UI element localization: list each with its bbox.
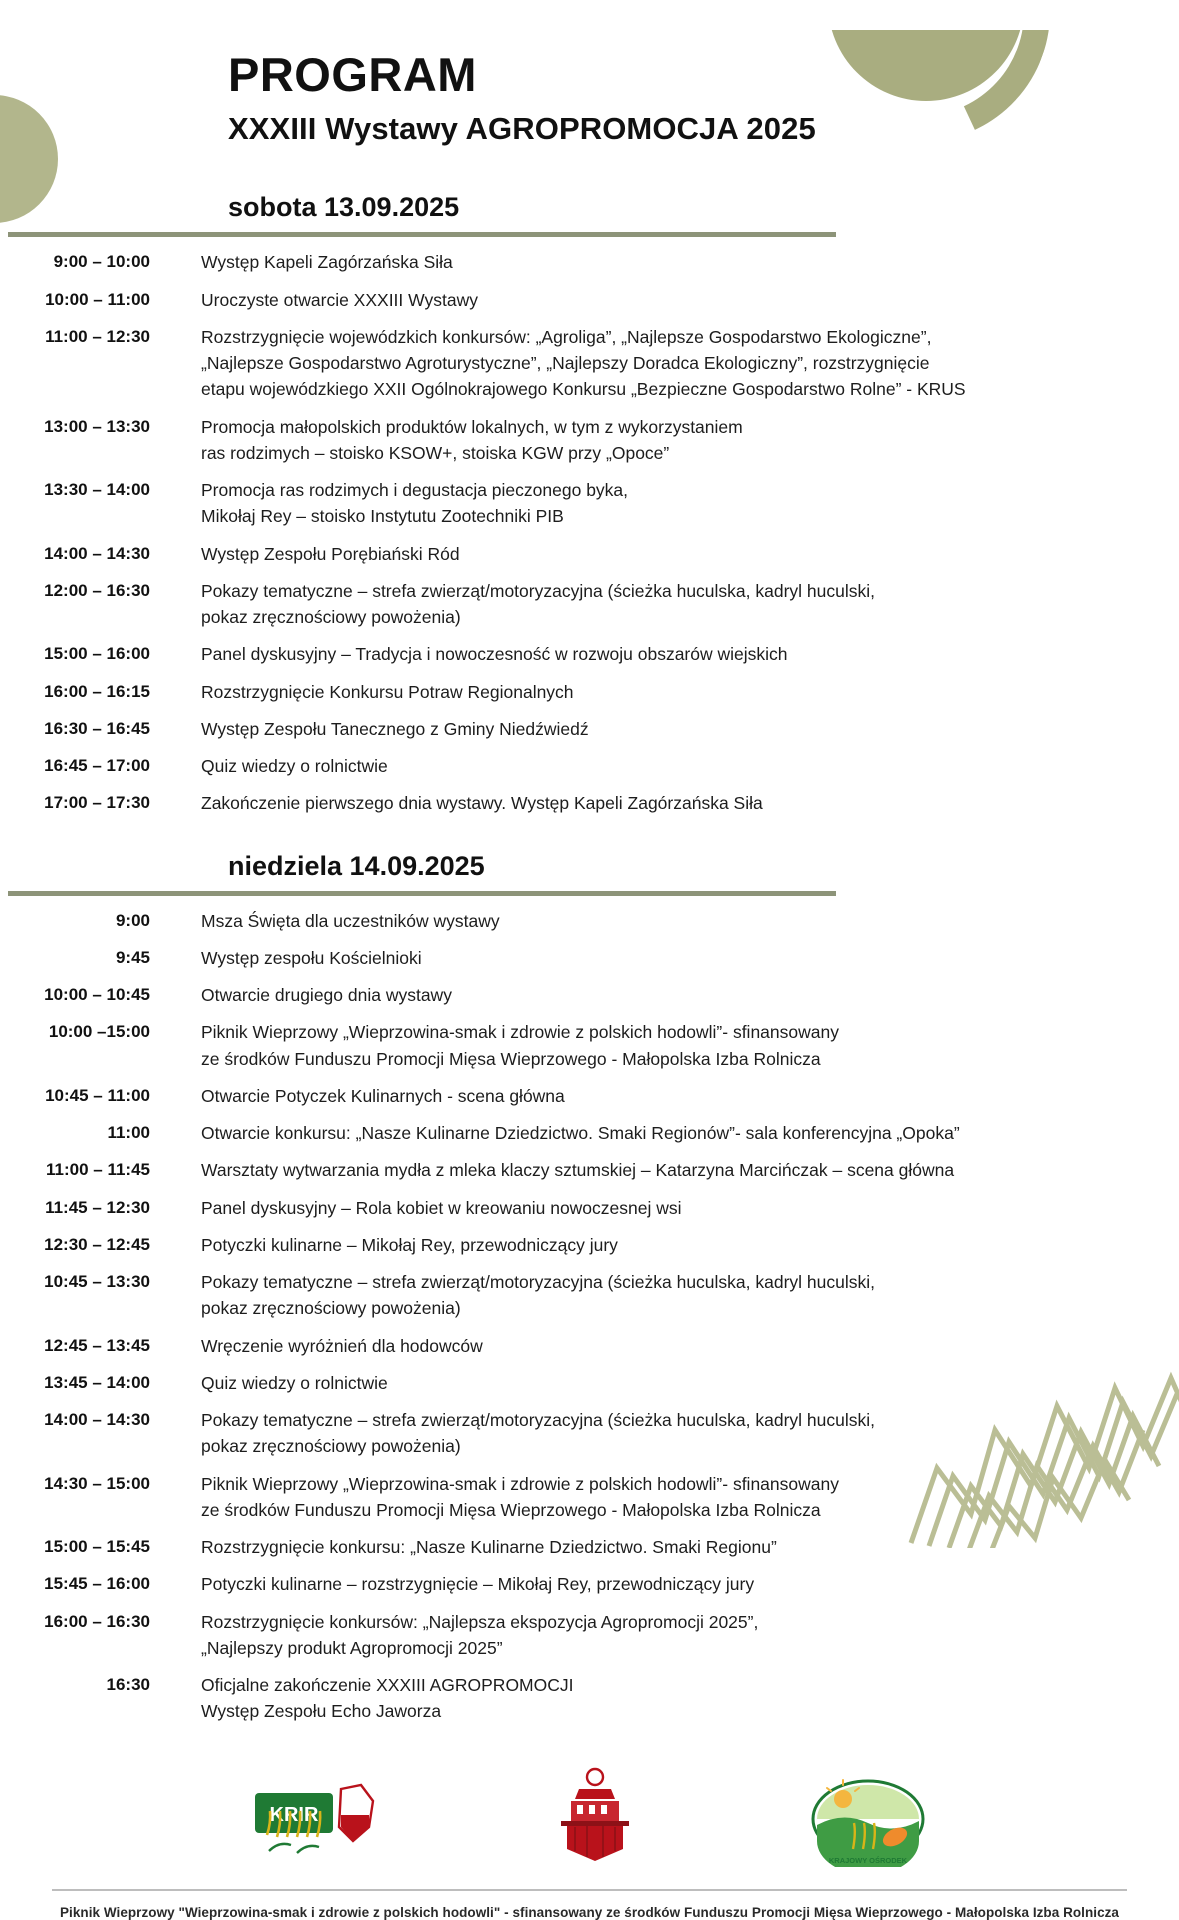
schedule-row	[0, 1083, 1179, 1109]
page-title: PROGRAM	[228, 48, 477, 101]
event-time: 12:30 – 12:45	[44, 1234, 150, 1254]
event-description	[150, 1571, 1179, 1597]
day-heading: sobota 13.09.2025	[228, 192, 460, 223]
event-time: 16:00 – 16:15	[44, 681, 150, 701]
event-description-line: Pokazy tematyczne – strefa zwierząt/motoryzacyjna (ścieżka huculska, kadryl huculski,	[201, 1272, 876, 1293]
event-time: 15:00 – 15:45	[44, 1537, 150, 1557]
event-description-line: Pokazy tematyczne – strefa zwierząt/motoryzacyjna (ścieżka huculska, kadryl huculski,	[201, 1410, 876, 1431]
event-time: 14:00 – 14:30	[44, 1410, 150, 1430]
event-time: 11:45 – 12:30	[45, 1197, 150, 1217]
schedule-row	[0, 679, 1179, 705]
schedule-row	[0, 324, 1179, 403]
schedule-row	[0, 1407, 1179, 1460]
event-time: 11:00 – 11:45	[46, 1160, 150, 1180]
svg-text:KRAJOWY OŚRODEK: KRAJOWY OŚRODEK	[828, 1855, 907, 1865]
event-time: 9:00	[115, 910, 150, 930]
schedule-row	[0, 1471, 1179, 1524]
event-description	[150, 1157, 1179, 1183]
event-description-line: Zakończenie pierwszego dnia wystawy. Występ Kapeli Zagórzańska Siła	[201, 793, 763, 814]
event-description-line: Panel dyskusyjny – Tradycja i nowoczesność w rozwoju obszarów wiejskich	[201, 644, 788, 665]
event-description-line: Piknik Wieprzowy „Wieprzowina-smak i zdrowie z polskich hodowli”- sfinansowany	[201, 1473, 839, 1494]
event-description-line: etapu wojewódzkiego XXII Ogólnokrajowego Konkursu „Bezpieczne Gospodarstwo Rolne” - KRUS	[201, 379, 966, 400]
event-description	[150, 982, 1179, 1008]
schedule-row	[0, 1120, 1179, 1146]
footer-divider	[52, 1889, 1127, 1891]
event-time: 10:00 – 10:45	[44, 985, 150, 1005]
event-description-line: Quiz wiedzy o rolnictwie	[201, 756, 388, 777]
event-description-line: Msza Święta dla uczestników wystawy	[201, 910, 500, 931]
event-description-line: pokaz zręcznościowy powożenia)	[201, 1436, 461, 1457]
event-time: 15:45 – 16:00	[44, 1574, 150, 1594]
svg-text:KRIR: KRIR	[269, 1803, 318, 1826]
day-section-sunday	[0, 851, 1179, 1725]
event-description	[150, 753, 1179, 779]
event-description-line: pokaz zręcznościowy powożenia)	[201, 1298, 461, 1319]
event-time: 16:00 – 16:30	[44, 1611, 150, 1631]
event-description-line: Quiz wiedzy o rolnictwie	[201, 1372, 388, 1393]
event-description	[150, 1471, 1179, 1524]
event-description-line: Występ zespołu Kościelnioki	[201, 947, 422, 968]
event-description-line: ze środków Funduszu Promocji Mięsa Wieprzowego - Małopolska Izba Rolnicza	[201, 1499, 821, 1520]
schedule-row	[0, 541, 1179, 567]
event-description-line: Występ Zespołu Tanecznego z Gminy Niedźwiedź	[201, 718, 589, 739]
poster-header	[0, 0, 1179, 147]
schedule-row	[0, 945, 1179, 971]
schedule-row	[0, 287, 1179, 313]
event-description-line: Rozstrzygnięcie Konkursu Potraw Regionalnych	[201, 681, 574, 702]
event-description-line: Występ Zespołu Echo Jaworza	[201, 1701, 442, 1722]
event-description-line: Panel dyskusyjny – Rola kobiet w kreowaniu nowoczesnej wsi	[201, 1197, 682, 1218]
event-description-line: Oficjalne zakończenie XXXIII AGROPROMOCJI	[201, 1675, 574, 1696]
event-time: 10:00 – 11:00	[45, 289, 150, 309]
event-description-line: Otwarcie drugiego dnia wystawy	[201, 985, 452, 1006]
event-time: 16:30	[106, 1675, 150, 1695]
event-description	[150, 578, 1179, 631]
schedule-row	[0, 1672, 1179, 1725]
schedule-row	[0, 1571, 1179, 1597]
event-time: 16:45 – 17:00	[44, 756, 150, 776]
schedule-row	[0, 1534, 1179, 1560]
event-description	[150, 1232, 1179, 1258]
event-description-line: Wręczenie wyróżnień dla hodowców	[201, 1335, 483, 1356]
schedule-container	[0, 192, 1179, 1724]
event-description-line: Rozstrzygnięcie wojewódzkich konkursów: „Agroliga”, „Najlepsze Gospodarstwo Ekologiczne”,	[201, 326, 932, 347]
event-description-line: Otwarcie konkursu: „Nasze Kulinarne Dziedzictwo. Smaki Regionów”- sala konferencyjna „Opoka”	[201, 1123, 960, 1144]
event-time: 10:45 – 13:30	[44, 1272, 150, 1292]
schedule-list	[0, 908, 1179, 1725]
event-description	[150, 1019, 1179, 1072]
event-description	[150, 641, 1179, 667]
event-time: 13:00 – 13:30	[44, 416, 150, 436]
event-description	[150, 477, 1179, 530]
event-description	[150, 1269, 1179, 1322]
event-description	[150, 1672, 1179, 1725]
coat-of-arms-logo	[549, 1763, 641, 1867]
schedule-row	[0, 578, 1179, 631]
event-description	[150, 908, 1179, 934]
event-description	[150, 1120, 1179, 1146]
event-description	[150, 1333, 1179, 1359]
event-description-line: Występ Zespołu Porębiański Ród	[201, 543, 460, 564]
event-description	[150, 1370, 1179, 1396]
logo-row	[0, 1759, 1179, 1867]
event-description	[150, 249, 1179, 275]
event-description-line: Rozstrzygnięcie konkursów: „Najlepsza ekspozycja Agropromocji 2025”,	[201, 1611, 759, 1632]
event-description	[150, 1534, 1179, 1560]
event-description-line: Potyczki kulinarne – rozstrzygnięcie – Mikołaj Rey, przewodniczący jury	[201, 1574, 755, 1595]
footer-note: Piknik Wieprzowy "Wieprzowina-smak i zdrowie z polskich hodowli" - sfinansowany ze środków Funduszu Promocji Mięsa Wieprzowego - Małopolska Izba Rolnicza	[59, 1904, 1119, 1920]
event-description	[150, 1083, 1179, 1109]
event-description-line: Mikołaj Rey – stoisko Instytutu Zootechniki PIB	[201, 506, 564, 527]
event-description	[150, 287, 1179, 313]
event-time: 14:30 – 15:00	[44, 1473, 150, 1493]
event-description-line: Warsztaty wytwarzania mydła z mleka klaczy sztumskiej – Katarzyna Marcińczak – scena główna	[201, 1160, 955, 1181]
event-description-line: Pokazy tematyczne – strefa zwierząt/motoryzacyjna (ścieżka huculska, kadryl huculski,	[201, 580, 876, 601]
event-time: 11:00 – 12:30	[45, 326, 150, 346]
event-description-line: „Najlepsze Gospodarstwo Agroturystyczne”, „Najlepszy Doradca Ekologiczny”, rozstrzygnięcie	[201, 353, 930, 374]
schedule-row	[0, 908, 1179, 934]
day-divider	[8, 232, 836, 237]
event-time: 17:00 – 17:30	[44, 793, 150, 813]
schedule-row	[0, 249, 1179, 275]
event-time: 15:00 – 16:00	[44, 644, 150, 664]
schedule-row	[0, 414, 1179, 467]
schedule-row	[0, 982, 1179, 1008]
event-description-line: Uroczyste otwarcie XXXIII Wystawy	[201, 289, 478, 310]
event-description	[150, 1195, 1179, 1221]
event-description-line: ras rodzimych – stoisko KSOW+, stoiska KGW przy „Opoce”	[201, 442, 670, 463]
schedule-row	[0, 1269, 1179, 1322]
event-description-line: Potyczki kulinarne – Mikołaj Rey, przewodniczący jury	[201, 1234, 618, 1255]
event-time: 10:00 –15:00	[48, 1022, 150, 1042]
event-description	[150, 716, 1179, 742]
day-section-saturday	[0, 192, 1179, 816]
schedule-row	[0, 477, 1179, 530]
kowr-logo	[809, 1775, 927, 1867]
event-time: 12:00 – 16:30	[44, 580, 150, 600]
event-description-line: ze środków Funduszu Promocji Mięsa Wieprzowego - Małopolska Izba Rolnicza	[201, 1048, 821, 1069]
event-description-line: Rozstrzygnięcie konkursu: „Nasze Kulinarne Dziedzictwo. Smaki Regionu”	[201, 1537, 777, 1558]
page-subtitle: XXXIII Wystawy AGROPROMOCJA 2025	[228, 111, 816, 147]
event-description-line: Promocja ras rodzimych i degustacja pieczonego byka,	[201, 480, 629, 501]
schedule-row	[0, 1195, 1179, 1221]
event-description-line: „Najlepszy produkt Agropromocji 2025”	[201, 1637, 503, 1658]
event-time: 9:45	[115, 947, 150, 967]
event-description	[150, 945, 1179, 971]
event-description	[150, 414, 1179, 467]
event-time: 14:00 – 14:30	[44, 543, 150, 563]
event-time: 12:45 – 13:45	[44, 1335, 150, 1355]
schedule-row	[0, 716, 1179, 742]
event-time: 13:30 – 14:00	[44, 480, 150, 500]
schedule-row	[0, 1609, 1179, 1662]
event-time: 10:45 – 11:00	[45, 1085, 150, 1105]
schedule-list	[0, 249, 1179, 816]
event-time: 16:30 – 16:45	[44, 718, 150, 738]
schedule-row	[0, 1232, 1179, 1258]
event-description	[150, 324, 1179, 403]
event-time: 11:00	[107, 1123, 150, 1143]
event-description	[150, 541, 1179, 567]
schedule-row	[0, 1157, 1179, 1183]
event-description	[150, 1609, 1179, 1662]
schedule-row	[0, 1333, 1179, 1359]
krir-logo	[253, 1775, 381, 1867]
event-description-line: Otwarcie Potyczek Kulinarnych - scena główna	[201, 1085, 565, 1106]
schedule-row	[0, 641, 1179, 667]
schedule-row	[0, 1370, 1179, 1396]
day-divider	[8, 891, 836, 896]
event-time: 13:45 – 14:00	[44, 1372, 150, 1392]
event-description-line: pokaz zręcznościowy powożenia)	[201, 607, 461, 628]
schedule-row	[0, 790, 1179, 816]
event-description	[150, 679, 1179, 705]
event-time: 9:00 – 10:00	[53, 252, 150, 272]
schedule-row	[0, 753, 1179, 779]
schedule-row	[0, 1019, 1179, 1072]
event-description	[150, 790, 1179, 816]
event-description-line: Piknik Wieprzowy „Wieprzowina-smak i zdrowie z polskich hodowli”- sfinansowany	[201, 1022, 839, 1043]
event-description-line: Promocja małopolskich produktów lokalnych, w tym z wykorzystaniem	[201, 416, 743, 437]
event-description	[150, 1407, 1179, 1460]
event-description-line: Występ Kapeli Zagórzańska Siła	[201, 252, 453, 273]
day-heading: niedziela 14.09.2025	[228, 850, 485, 881]
